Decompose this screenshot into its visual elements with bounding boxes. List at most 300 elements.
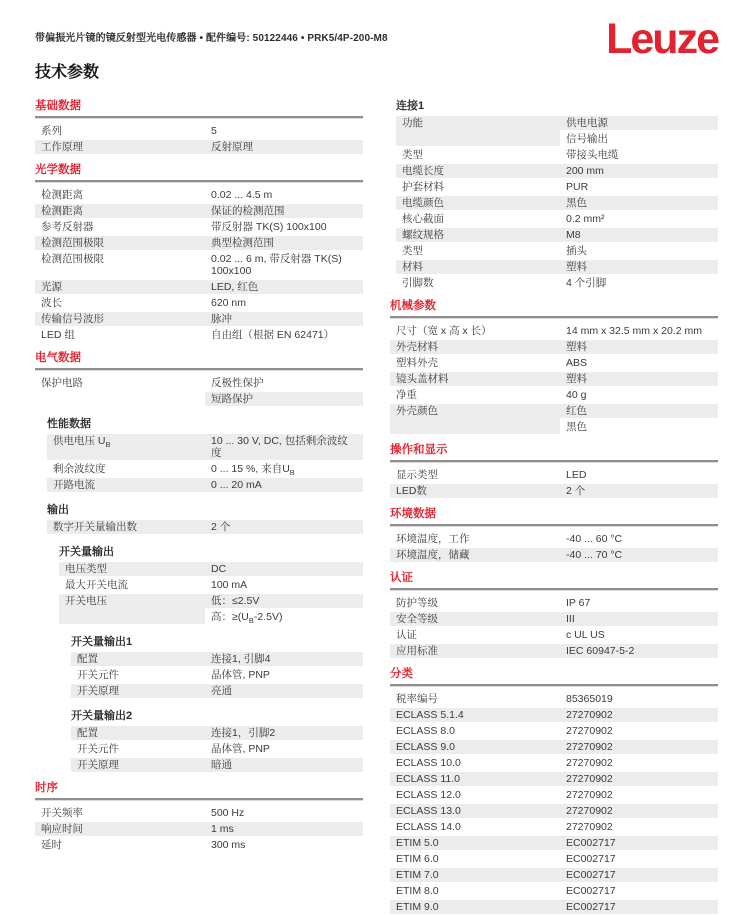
spec-row [396,180,718,194]
spec-row [390,612,718,626]
spec-values [205,220,363,234]
spec-values [205,578,363,592]
spec-label: 检测距离 [35,204,205,218]
spec-value: DC [205,562,363,576]
spec-label: 参考反射器 [41,221,94,233]
spec-row [71,668,363,682]
section-title: 性能数据 [47,418,91,430]
spec-row [390,708,718,722]
spec-value: 4 个引脚 [566,277,607,289]
spec-row [59,594,363,624]
spec-value: 反极性保护 [211,377,264,389]
spec-values [205,328,363,342]
spec-label: 税率编号 [396,693,438,705]
section-title: 输出 [47,504,69,516]
spec-section [35,100,363,154]
spec-value: 27270902 [560,740,718,754]
spec-value: -40 ... 70 °C [560,548,718,562]
spec-subsection [47,418,363,492]
spec-value: 27270902 [566,821,613,833]
spec-subsection [396,100,718,290]
spec-row [35,822,363,836]
spec-value: EC002717 [566,853,616,865]
spec-label: 应用标准 [390,644,560,658]
spec-label: ETIM 7.0 [390,868,560,882]
spec-value: ABS [566,357,588,369]
spec-row [390,548,718,562]
spec-row [35,220,363,234]
spec-value: 100 mA [211,579,248,591]
spec-row [71,652,363,666]
spec-row [390,484,718,498]
spec-row [35,204,363,218]
leuze-logo: Leuze [606,15,718,63]
spec-row [390,388,718,402]
spec-value: IEC 60947-5-2 [560,644,718,658]
left-column [35,100,363,854]
spec-label: 保护电路 [41,377,83,389]
spec-values [560,628,718,642]
spec-value: 保证的检测范围 [205,204,363,218]
spec-label: 响应时间 [35,822,205,836]
spec-values [205,562,363,576]
spec-label: 供电电压 $U_B$ [47,434,205,460]
spec-label: 电压类型 [59,562,205,576]
spec-values [560,804,718,818]
spec-values [205,312,363,326]
spec-value: 亮通 [205,684,363,698]
spec-row [390,788,718,802]
spec-label: 防护等级 [396,597,438,609]
spec-label: ETIM 6.0 [396,853,439,865]
spec-row [396,244,718,258]
spec-values [205,822,363,836]
spec-value: 2 个 [205,520,363,534]
spec-label: 剩余波纹度 [53,463,106,475]
spec-values [560,180,718,194]
spec-row [59,562,363,576]
spec-values [205,204,363,218]
spec-label: 开关元件 [77,743,119,755]
spec-section [390,572,718,658]
spec-values [560,884,718,898]
spec-label: ETIM 9.0 [390,900,560,914]
spec-label: ECLASS 13.0 [390,804,560,818]
spec-value: 晶体管, PNP [211,743,270,755]
spec-value: PUR [566,181,589,193]
spec-section [35,164,363,342]
spec-label: LED数 [390,484,560,498]
spec-values [205,726,363,740]
spec-value: 高：$\ge(U_B-2.5V)$ [211,611,283,626]
spec-row [71,726,363,740]
spec-row [71,684,363,698]
spec-value: 27270902 [566,757,613,769]
spec-value: 晶体管, PNP [211,669,270,681]
spec-values [560,148,718,162]
spec-value: 连接1, 引脚4 [205,652,363,666]
spec-label: 最大开关电流 [65,579,128,591]
spec-label: ECLASS 8.0 [396,725,455,737]
spec-row [47,520,363,534]
spec-row [390,628,718,642]
spec-value: III [560,612,718,626]
spec-values [205,296,363,310]
spec-row [47,478,363,492]
spec-row [396,196,718,210]
spec-label: ECLASS 11.0 [390,772,560,786]
spec-row [35,188,363,202]
spec-label: 材料 [396,260,560,274]
spec-values [205,758,363,772]
spec-value: 脉冲 [205,312,363,326]
spec-value: 0 ... 15 %, 来自$U_B$ [211,463,295,478]
spec-row [390,772,718,786]
spec-label: 外壳材料 [390,340,560,354]
spec-row [71,742,363,756]
spec-row [35,140,363,154]
spec-values [560,836,718,850]
spec-label: 功能 [396,116,560,146]
spec-row [396,228,718,242]
spec-row [390,692,718,706]
spec-label: 光源 [35,280,205,294]
spec-values [560,212,718,226]
product-title: 带偏振光片镜的镜反射型光电传感器 • 配件编号: 50122446 • PRK5/4P-200-M8 [35,33,388,44]
spec-values [205,652,363,666]
section-title: 光学数据 [35,164,81,176]
spec-values [205,520,363,534]
section-title: 时序 [35,782,58,794]
spec-label: 外壳颜色 [390,404,560,434]
spec-values [205,806,363,820]
spec-values [560,196,718,210]
spec-row [390,884,718,898]
spec-label: ECLASS 5.1.4 [390,708,560,722]
spec-value: IP 67 [566,597,591,609]
spec-values [560,692,718,706]
spec-label: 认证 [396,629,417,641]
section-title: 操作和显示 [390,444,448,456]
spec-value: LED [566,469,587,481]
spec-label: ETIM 8.0 [396,885,439,897]
spec-value: 反射原理 [205,140,363,154]
spec-subsection [59,546,363,624]
spec-value: 低：≤2.5V [205,594,363,608]
spec-value: 插头 [566,245,587,257]
spec-label: 开关电压 [59,594,205,624]
spec-values [560,388,718,402]
spec-value: 0.02 ... 6 m, 带反射器 TK(S) 100x100 [211,253,342,277]
spec-row [390,804,718,818]
spec-values [205,478,363,492]
spec-label: 塑料外壳 [396,357,438,369]
spec-row [390,372,718,386]
spec-label: ECLASS 12.0 [396,789,461,801]
spec-label: ECLASS 9.0 [390,740,560,754]
spec-values [560,468,718,482]
spec-label: ECLASS 14.0 [396,821,461,833]
section-title: 基础数据 [35,100,81,112]
spec-value: 620 nm [211,297,247,309]
spec-values [560,644,718,658]
spec-subsection [71,636,363,698]
spec-value: c UL US [566,629,605,641]
spec-value: LED, 红色 [205,280,363,294]
spec-value: 5 [211,125,217,137]
spec-label: 核心截面 [402,213,444,225]
section-title: 机械参数 [390,300,436,312]
spec-label: 类型 [402,245,423,257]
spec-row [47,462,363,476]
spec-values [560,164,718,178]
spec-values [205,376,363,406]
spec-value: 27270902 [560,772,718,786]
spec-value: -40 ... 60 °C [566,533,623,545]
spec-values [205,742,363,756]
spec-value: 带接头电缆 [566,149,619,161]
spec-values [205,434,363,460]
spec-subsection [47,504,363,534]
spec-label: 配置 [71,652,205,666]
spec-label: 环境温度，储藏 [390,548,560,562]
spec-value: 连接1，引脚2 [205,726,363,740]
spec-row [35,312,363,326]
spec-section [390,508,718,562]
spec-values [560,548,718,562]
spec-values [560,900,718,914]
spec-row [390,340,718,354]
spec-value: 14 mm x 32.5 mm x 20.2 mm [566,325,702,337]
spec-section [390,668,718,914]
spec-value: 27270902 [566,789,613,801]
spec-row [35,124,363,138]
spec-values [205,594,363,624]
spec-values [560,612,718,626]
spec-label: 显示类型 [396,469,438,481]
spec-values [560,356,718,370]
spec-row [390,644,718,658]
spec-values [560,484,718,498]
section-title: 电气数据 [35,352,81,364]
spec-row [396,116,718,146]
spec-value: 85365019 [566,693,613,705]
spec-values [560,788,718,802]
section-title: 开关量输出2 [71,710,133,722]
spec-row [35,280,363,294]
spec-values [560,724,718,738]
spec-label: 护套材料 [402,181,444,193]
spec-row [35,252,363,278]
section-rule [390,460,718,463]
spec-label: 检测范围极限 [41,253,104,265]
spec-row [390,740,718,754]
section-rule [35,798,363,801]
spec-values [205,188,363,202]
spec-row [396,148,718,162]
spec-value: 黑色 [566,421,587,433]
spec-value: EC002717 [560,900,718,914]
spec-values [205,140,363,154]
spec-values [560,276,718,290]
spec-value: 暗通 [205,758,363,772]
spec-row [390,724,718,738]
spec-row [396,260,718,274]
spec-value: 0.2 mm² [566,213,605,225]
spec-label: ETIM 5.0 [390,836,560,850]
spec-values [205,280,363,294]
spec-label: 传输信号波形 [35,312,205,326]
spec-label: 尺寸（宽 x 高 x 长） [396,325,492,337]
spec-row [390,468,718,482]
spec-value: 供电电源 [560,116,718,130]
spec-values [205,236,363,250]
section-title: 环境数据 [390,508,436,520]
spec-label: 开关元件 [77,669,119,681]
spec-value: 带反射器 TK(S) 100x100 [211,221,327,233]
spec-value: 红色 [560,404,718,418]
spec-values [560,244,718,258]
spec-values [560,228,718,242]
spec-value: 27270902 [566,725,613,737]
section-rule [35,180,363,183]
spec-label: 环境温度，工作 [396,533,470,545]
spec-value: 27270902 [560,804,718,818]
section-rule [390,316,718,319]
spec-label: 延时 [41,839,62,851]
spec-section [390,444,718,498]
spec-row [35,296,363,310]
spec-section [390,300,718,434]
spec-label: 检测距离 [41,189,83,201]
spec-values [560,772,718,786]
spec-row [390,324,718,338]
spec-label: 开关原理 [71,684,205,698]
spec-row [396,164,718,178]
spec-label: 检测范围极限 [35,236,205,250]
spec-row [390,900,718,914]
spec-row [396,276,718,290]
spec-value: 信号输出 [566,133,608,145]
spec-value: 40 g [566,389,587,401]
page-title: 技术参数 [35,64,100,81]
spec-label: 配置 [71,726,205,740]
spec-value: 1 ms [205,822,363,836]
spec-value: 2 个 [560,484,718,498]
spec-value: 0 ... 20 mA [205,478,363,492]
spec-row [47,434,363,460]
spec-label: 波长 [41,297,62,309]
spec-value: 塑料 [560,372,718,386]
spec-row [390,596,718,610]
spec-value: 典型检测范围 [205,236,363,250]
spec-section [35,782,363,852]
section-title: 连接1 [396,100,425,112]
spec-row [396,212,718,226]
spec-row [390,852,718,866]
spec-label: 开关频率 [41,807,83,819]
spec-row [390,756,718,770]
section-title: 认证 [390,572,413,584]
right-column [390,100,718,916]
spec-values [560,820,718,834]
spec-value: EC002717 [560,868,718,882]
spec-values [560,868,718,882]
spec-values [560,340,718,354]
spec-label: 引脚数 [402,277,434,289]
spec-row [35,806,363,820]
page-header [35,15,720,82]
spec-values [205,838,363,852]
spec-row [390,820,718,834]
spec-values [560,116,718,146]
spec-label: 电缆长度 [396,164,560,178]
spec-label: 净重 [396,389,417,401]
spec-value: 短路保护 [205,392,363,406]
spec-label: 电缆颜色 [396,196,560,210]
spec-columns [35,100,720,916]
section-rule [35,116,363,119]
spec-row [59,578,363,592]
spec-value: 200 mm [560,164,718,178]
section-title: 开关量输出 [59,546,114,558]
spec-value: 自由组（根据 EN 62471） [211,329,335,341]
spec-label: 数字开关量输出数 [47,520,205,534]
spec-values [560,260,718,274]
spec-subsection [71,710,363,772]
spec-values [205,462,363,476]
spec-label: 安全等级 [390,612,560,626]
spec-label: ECLASS 10.0 [396,757,461,769]
section-rule [390,588,718,591]
spec-row [390,404,718,434]
spec-row [390,868,718,882]
spec-value: 300 ms [211,839,246,851]
spec-value: 塑料 [560,340,718,354]
spec-label: 类型 [402,149,423,161]
spec-label: LED 组 [41,329,75,341]
spec-value: 27270902 [560,708,718,722]
spec-values [560,596,718,610]
spec-label: 工作原理 [35,140,205,154]
spec-values [560,324,718,338]
spec-values [560,740,718,754]
spec-label: 系列 [41,125,62,137]
spec-label: 镜头盖材料 [390,372,560,386]
spec-value: EC002717 [560,836,718,850]
spec-row [35,328,363,342]
spec-values [205,252,363,278]
spec-value: 500 Hz [211,807,245,819]
spec-value: 0.02 ... 4.5 m [211,189,273,201]
spec-section [35,352,363,406]
spec-label: 开关原理 [71,758,205,772]
spec-values [205,124,363,138]
section-rule [35,368,363,371]
section-title: 开关量输出1 [71,636,133,648]
spec-row [390,356,718,370]
spec-value: M8 [560,228,718,242]
spec-row [35,838,363,852]
spec-values [560,404,718,434]
section-title: 分类 [390,668,413,680]
spec-row [35,236,363,250]
spec-label: 开路电流 [47,478,205,492]
spec-values [205,684,363,698]
spec-values [560,372,718,386]
spec-value: 黑色 [560,196,718,210]
spec-values [560,532,718,546]
